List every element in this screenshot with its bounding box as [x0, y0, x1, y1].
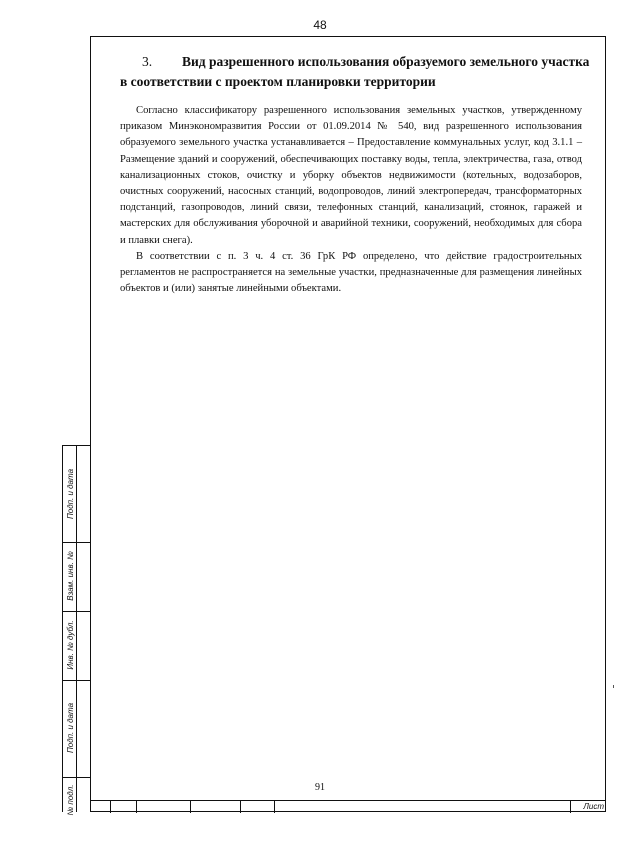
section-number: 3.: [142, 54, 153, 69]
section-title: Вид разрешенного использования образуемого земельного участка в соответствии с проектом планировки территории: [120, 54, 590, 89]
scan-mark: [613, 685, 614, 688]
title-block-strip: [90, 800, 606, 812]
paragraph: В соответствии с п. 3 ч. 4 ст. 36 ГрК РФ определено, что действие градостроительных регламентов не распространяется на земельные участки, предназначенные для размещения линейных объектов и (или) занятые линейными объектами.: [120, 250, 582, 295]
title-block-cell: [274, 801, 275, 813]
title-block-cell: [190, 801, 191, 813]
title-block-cell: [240, 801, 241, 813]
page-number-bottom: 91: [315, 782, 325, 793]
sheet-label: Лист: [583, 802, 604, 811]
section-heading: [120, 52, 590, 92]
stamp-label: Подп. и дата: [66, 468, 75, 520]
stamp-label: № подл.: [66, 784, 75, 816]
stamp-label: Инв. № дубл.: [66, 620, 75, 670]
page-number-top: 48: [313, 18, 327, 32]
title-block-cell: [110, 801, 111, 813]
stamp-label: Подп. и дата: [66, 702, 75, 754]
section-body: [120, 103, 582, 297]
approval-stamp-column: [62, 445, 90, 816]
stamp-label: Взам. инв. №: [66, 551, 75, 601]
title-block-cell: [136, 801, 137, 813]
sheet-cell: [570, 801, 606, 813]
paragraph: Согласно классификатору разрешенного использования земельных участков, утвержденному приказом Минэкономразвития России от 01.09.2014 № 540, вид разрешенного использования образуемого земельного участка устанавливается – Предоставление коммунальных услуг, код 3.1.1 – Размещение зданий и сооружений, обеспечивающих поставку воды, тепла, электричества, газа, отвод канализационных стоков, очистку и уборку объектов недвижимости (котельных, водозаборов, очистных сооружений, насосных станций, водопроводов, линий электропередач, трансформаторных подстанций, газопроводов, линий связи, телефонных станций, канализаций, стоянок, гаражей и мастерских для обслуживания уборочной и аварийной техники, сооружений, необходимых для сбора и плавки снега).: [120, 105, 582, 246]
